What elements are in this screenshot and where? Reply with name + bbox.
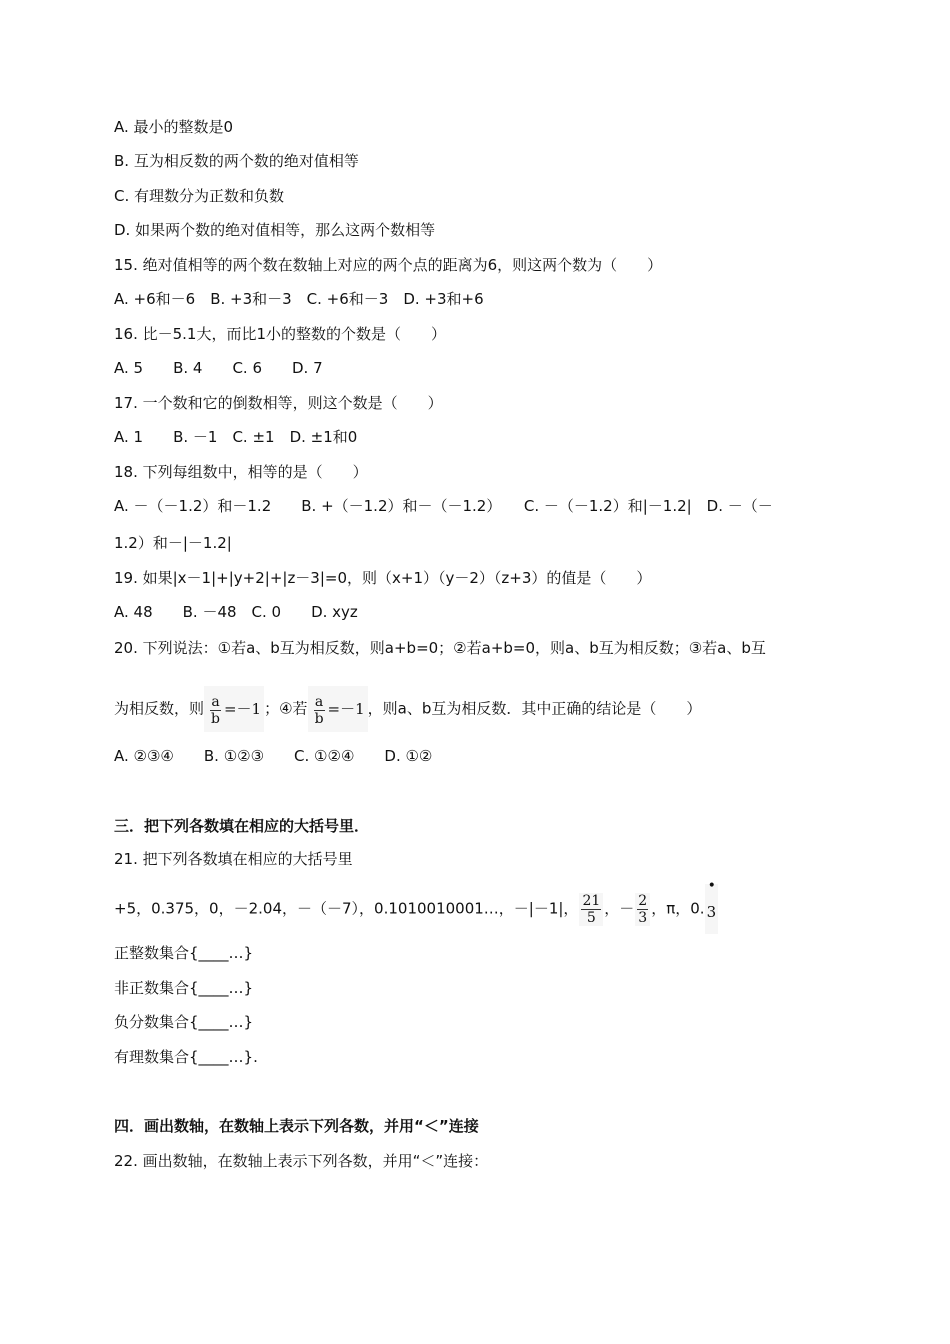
repeat-dot-icon: • [707, 878, 716, 894]
q18-options-line1: A. －（－1.2）和－1.2 B. +（－1.2）和－（－1.2） C. －（－1.2）和|－1.2| D. －（－ [114, 497, 773, 515]
q16-options: A. 5 B. 4 C. 6 D. 7 [114, 359, 323, 377]
q17-options: A. 1 B. －1 C. ±1 D. ±1和0 [114, 428, 358, 446]
q19-options: A. 48 B. －48 C. 0 D. xyz [114, 603, 358, 621]
fraction-a-over-b [208, 694, 223, 727]
q21-separator-1: ，－ [604, 899, 635, 918]
fraction-2-over-3 [635, 893, 650, 926]
q20-stem-line2 [114, 686, 701, 732]
section-4-heading: 四．画出数轴，在数轴上表示下列各数，并用“＜”连接 [114, 1117, 479, 1135]
fraction-denominator: 3 [638, 909, 648, 926]
q14-option-c: C. 有理数分为正数和负数 [114, 187, 285, 205]
fraction-denominator: b [211, 710, 220, 727]
fraction-numerator: a [211, 693, 220, 710]
equation-rhs: =－1 [223, 700, 262, 718]
fraction-numerator: 21 [582, 892, 601, 909]
fraction-a-over-b [312, 694, 327, 727]
q20-text-part2: ；④若 [264, 699, 308, 718]
set-non-positive: 非正数集合{____…} [114, 979, 254, 997]
q16-stem: 16. 比－5.1大，而比1小的整数的个数是（ ） [114, 325, 447, 343]
q20-equation-2 [308, 686, 368, 732]
set-positive-integers: 正整数集合{____…} [114, 944, 254, 962]
q20-options: A. ②③④ B. ①②③ C. ①②④ D. ①② [114, 747, 433, 765]
section-3-heading: 三．把下列各数填在相应的大括号里． [114, 817, 370, 835]
fraction-21-over-5 [579, 893, 603, 926]
q20-stem-line1: 20. 下列说法：①若a、b互为相反数，则a+b=0；②若a+b=0，则a、b互为相反数；③若a、b互 [114, 639, 766, 657]
q21-numbers [114, 878, 718, 934]
q20-text-part1: 为相反数，则 [114, 699, 205, 718]
equation-rhs: =－1 [327, 700, 365, 718]
q22-stem: 22. 画出数轴，在数轴上表示下列各数，并用“＜”连接： [114, 1152, 489, 1170]
q21-numbers-text: +5，0.375，0，－2.04，－（－7），0.1010010001…，－|－1|， [114, 899, 579, 918]
q21-stem: 21. 把下列各数填在相应的大括号里 [114, 850, 353, 868]
q21-separator-2: ，π，0. [651, 899, 705, 918]
fraction-numerator: a [314, 693, 324, 710]
q19-stem: 19. 如果|x－1|+|y+2|+|z－3|=0，则（x+1）（y－2）（z+3）的值是（ ） [114, 569, 652, 587]
fraction-denominator: 5 [586, 909, 596, 926]
q18-stem: 18. 下列每组数中，相等的是（ ） [114, 463, 368, 481]
set-rational-numbers: 有理数集合{____…}. [114, 1048, 258, 1066]
q14-option-d: D. 如果两个数的绝对值相等，那么这两个数相等 [114, 221, 436, 239]
repeat-digit: 3 [706, 903, 717, 921]
repeating-decimal-digit [705, 878, 719, 934]
fraction-denominator: b [314, 710, 324, 727]
q14-option-b: B. 互为相反数的两个数的绝对值相等 [114, 152, 359, 170]
q20-equation-1 [204, 686, 264, 732]
q20-text-part3: ，则a、b互为相反数．其中正确的结论是（ ） [367, 699, 702, 718]
q14-option-a: A. 最小的整数是0 [114, 118, 234, 136]
set-negative-fractions: 负分数集合{____…} [114, 1013, 254, 1031]
q18-options-line2: 1.2）和－|－1.2| [114, 534, 232, 552]
q15-options: A. +6和－6 B. +3和－3 C. +6和－3 D. +3和+6 [114, 290, 484, 308]
fraction-numerator: 2 [638, 892, 648, 909]
q15-stem: 15. 绝对值相等的两个数在数轴上对应的两个点的距离为6，则这两个数为（ ） [114, 256, 663, 274]
q17-stem: 17. 一个数和它的倒数相等，则这个数是（ ） [114, 394, 443, 412]
